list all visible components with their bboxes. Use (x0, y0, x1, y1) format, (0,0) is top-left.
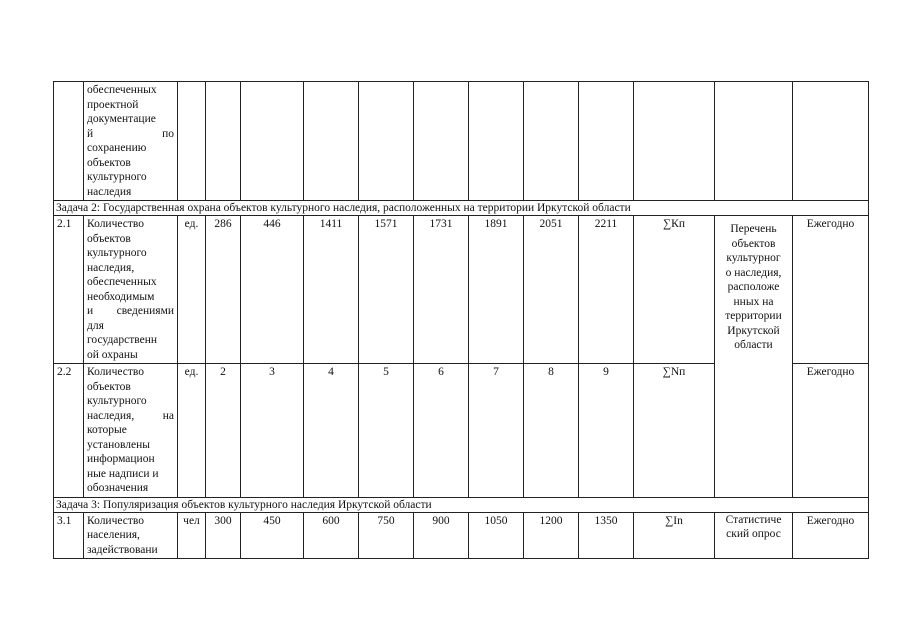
source-line: Перечень (730, 223, 777, 235)
value-cell: 1200 (524, 512, 579, 559)
source-line: расположе (727, 281, 780, 293)
indicator-cell (84, 216, 178, 364)
indicator-line: государственн (87, 334, 158, 346)
indicator-line: культурного (87, 395, 147, 407)
value-cell: 8 (524, 364, 579, 498)
indicator-line: сохранению (87, 142, 147, 154)
value-cell: 7 (469, 364, 524, 498)
source-line: Иркутской (727, 324, 780, 337)
empty-cell (414, 82, 469, 201)
indicator-line: объектов (87, 232, 131, 245)
indicator-line: информацион (87, 453, 155, 465)
value-cell: 2211 (579, 216, 634, 364)
row-index: 3.1 (54, 512, 84, 559)
indicator-line: культурного (87, 171, 147, 183)
empty-cell (469, 82, 524, 201)
source-cell (715, 512, 793, 559)
value-cell: 4 (304, 364, 359, 498)
row-index: 2.2 (54, 364, 84, 498)
indicator-cell (84, 364, 178, 498)
row-index: 2.1 (54, 216, 84, 364)
value-cell: 5 (359, 364, 414, 498)
task-header-row (54, 497, 869, 512)
source-line: нных на (733, 295, 774, 308)
empty-cell (793, 82, 869, 201)
value-cell: 2051 (524, 216, 579, 364)
value-cell: 300 (206, 512, 241, 559)
value-cell: 900 (414, 512, 469, 559)
value-cell: 450 (241, 512, 304, 559)
empty-cell (634, 82, 715, 201)
empty-cell (206, 82, 241, 201)
indicator-cell (84, 512, 178, 559)
task-header-row (54, 201, 869, 216)
indicator-line: наследия (87, 185, 132, 198)
table-row-2-1 (54, 216, 869, 364)
indicator-line: установлены (87, 438, 151, 451)
value-cell: 6 (414, 364, 469, 498)
source-line: о наследия, (725, 266, 782, 279)
task-2-title: Задача 2: Государственная охрана объектов культурного наследия, расположенных на территории Иркутской области (54, 201, 869, 216)
formula-cell: ∑Nп (634, 364, 715, 498)
unit-cell: чел (178, 512, 206, 559)
indicator-line: которые (87, 424, 127, 436)
value-cell: 1350 (579, 512, 634, 559)
frequency-cell: Ежегодно (793, 512, 869, 559)
source-line: объектов (731, 237, 776, 250)
indicator-line: для (87, 319, 104, 332)
unit-cell: ед. (178, 364, 206, 498)
indicator-line: документацие (87, 113, 156, 125)
indicators-table (53, 81, 869, 559)
indicator-line: ой охраны (87, 348, 138, 361)
empty-cell (715, 82, 793, 201)
frequency-cell: Ежегодно (793, 364, 869, 498)
value-cell: 9 (579, 364, 634, 498)
indicator-line: необходимым (87, 290, 155, 303)
value-cell: 1050 (469, 512, 524, 559)
empty-cell (524, 82, 579, 201)
value-cell: 286 (206, 216, 241, 364)
empty-cell (178, 82, 206, 201)
source-cell (715, 216, 793, 498)
indicator-line: объектов (87, 380, 131, 393)
formula-cell: ∑In (634, 512, 715, 559)
value-cell: 1411 (304, 216, 359, 364)
value-cell: 2 (206, 364, 241, 498)
unit-cell: ед. (178, 216, 206, 364)
empty-cell (359, 82, 414, 201)
value-cell: 1891 (469, 216, 524, 364)
value-cell: 1731 (414, 216, 469, 364)
table-row-3-1 (54, 512, 869, 559)
frequency-cell: Ежегодно (793, 216, 869, 364)
source-line: Статистиче (725, 513, 782, 526)
empty-cell (241, 82, 304, 201)
value-cell: 446 (241, 216, 304, 364)
value-cell: 1571 (359, 216, 414, 364)
indicator-line: Количество (87, 218, 144, 230)
indicator-line: объектов (87, 156, 131, 169)
indicator-line: обеспеченных (87, 276, 157, 288)
task-3-title: Задача 3: Популяризация объектов культурного наследия Иркутской области (54, 497, 869, 512)
indicator-cell (84, 82, 178, 201)
indicator-line: и сведениями (87, 305, 174, 317)
indicator-line: наследия, (87, 261, 135, 274)
value-cell: 3 (241, 364, 304, 498)
indicator-line: задействовани (87, 543, 158, 556)
indicator-line: обеспеченных (87, 84, 157, 96)
formula-cell: ∑Кп (634, 216, 715, 364)
source-line: культурног (726, 252, 781, 264)
indicator-line: Количество (87, 366, 144, 378)
indicator-line: населения, (87, 529, 140, 541)
source-line: области (734, 339, 773, 351)
source-line: территории (725, 310, 782, 322)
empty-cell (579, 82, 634, 201)
table-row-continued (54, 82, 869, 201)
indicator-line: проектной (87, 98, 139, 111)
row-index-cell (54, 82, 84, 201)
indicator-line: обозначения (87, 482, 149, 494)
indicator-line: й по (87, 127, 174, 140)
empty-cell (304, 82, 359, 201)
indicator-line: ные надписи и (87, 467, 159, 480)
indicator-line: культурного (87, 247, 147, 259)
indicator-line: Количество (87, 514, 144, 527)
source-line: ский опрос (726, 528, 781, 540)
value-cell: 750 (359, 512, 414, 559)
value-cell: 600 (304, 512, 359, 559)
indicator-line: наследия, на (87, 409, 174, 422)
